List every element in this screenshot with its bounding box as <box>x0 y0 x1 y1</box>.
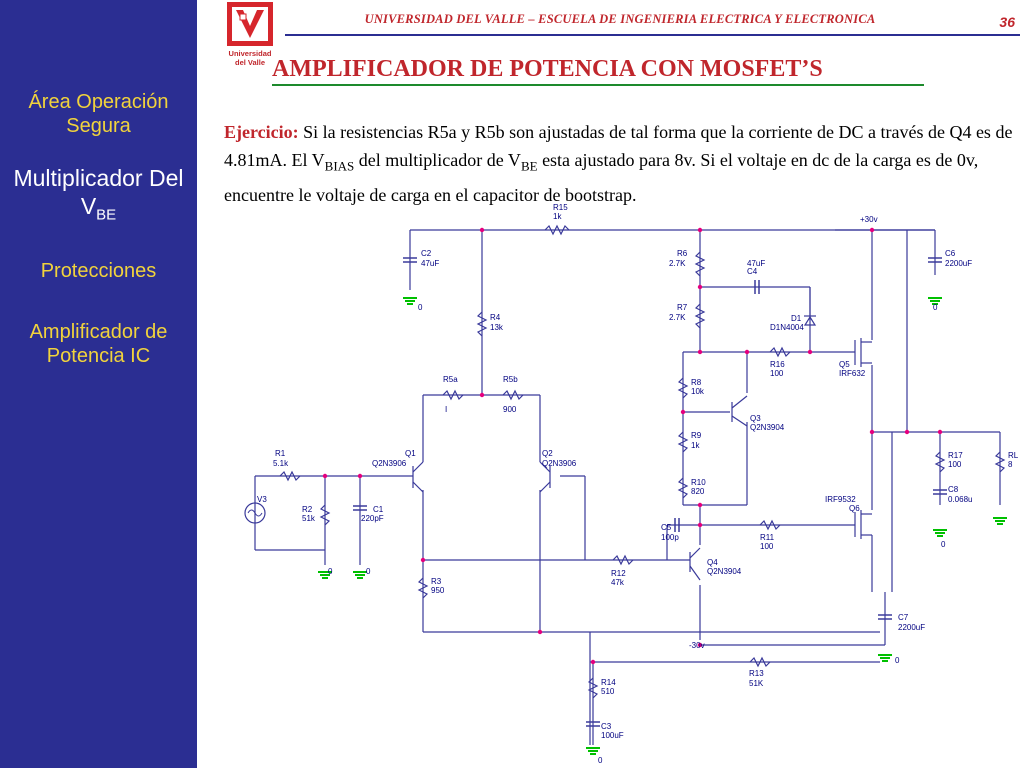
label-q6: IRF9532 Q6 <box>825 495 860 513</box>
label-c4: 47uF C4 <box>747 259 766 276</box>
problem-text-2: del multiplicador de V <box>354 150 521 170</box>
label-q3: Q3 Q2N3904 <box>750 414 785 432</box>
ground-label: 0 <box>895 656 900 665</box>
label-c6: C6 2200uF <box>945 249 973 268</box>
label-r1: R1 5.1k <box>273 449 289 468</box>
label-r5b: R5b 900 <box>503 375 518 414</box>
circuit-capacitors <box>353 258 947 726</box>
sidebar-item-label: Área Operación Segura <box>28 91 169 137</box>
label-d1: D1 D1N4004 <box>770 314 804 332</box>
svg-text:del Valle: del Valle <box>234 58 266 67</box>
sidebar <box>0 0 197 768</box>
ground-label: 0 <box>941 540 946 549</box>
ground-label: 0 <box>418 303 423 312</box>
label-r2: R2 51k <box>302 505 315 523</box>
label-r13: R13 51K <box>749 669 764 688</box>
label-vneg: -30v <box>689 641 705 650</box>
label-q4: Q4 Q2N3904 <box>707 558 742 576</box>
sidebar-item-amplificador-ic[interactable] <box>0 320 197 368</box>
problem-text-1: Si la resistencias R5a y R5b son ajustadas de tal forma que la corriente de DC a través de Q4 es de 4.81mA. El V <box>224 122 1013 170</box>
label-rl: RL 8 <box>1008 451 1019 469</box>
label-r7: R7 2.7K <box>669 303 688 322</box>
problem-statement <box>224 118 1014 209</box>
sidebar-item-subscript: BE <box>96 206 117 224</box>
label-r14: R14 510 <box>601 678 616 696</box>
label-r8: R8 10k <box>691 378 704 396</box>
circuit-junctions <box>323 228 942 664</box>
label-r5a: R5a I <box>443 375 458 414</box>
label-r9: R9 1k <box>691 431 702 450</box>
label-c8: C8 0.068u <box>948 485 973 504</box>
label-r10: R10 820 <box>691 478 706 496</box>
label-c2: C2 47uF <box>421 249 440 268</box>
circuit-wires <box>255 230 1000 745</box>
title-underline <box>272 84 924 86</box>
sidebar-item-area-operacion-segura[interactable] <box>0 90 197 138</box>
sidebar-item-protecciones[interactable] <box>0 259 197 283</box>
header-divider <box>285 34 1020 36</box>
label-q2: Q2 Q2N3906 <box>542 449 577 468</box>
sidebar-item-label: Protecciones <box>40 260 157 282</box>
label-r12: R12 47k <box>611 569 626 587</box>
label-r16: R16 100 <box>770 360 785 378</box>
problem-text-3: esta ajustado para 8v. Si el voltaje en dc de la carga es de 0v, encuentre le voltaje de carga en el capacitor de bootstrap. <box>224 150 979 205</box>
label-r4: R4 13k <box>490 313 503 332</box>
problem-subscript-bias: BIAS <box>324 158 355 174</box>
ground-label: 0 <box>366 567 371 576</box>
university-logo <box>224 0 276 70</box>
svg-text:Universidad: Universidad <box>228 49 272 58</box>
label-r17: R17 100 <box>948 451 963 469</box>
ground-label: 0 <box>933 303 938 312</box>
sidebar-item-label: Multiplicador Del V <box>13 165 184 219</box>
label-q5: Q5 IRF632 <box>839 360 866 378</box>
label-r6: R6 2.7K <box>669 249 688 268</box>
sidebar-item-multiplicador[interactable] <box>0 164 197 230</box>
label-q1: Q1 Q2N3906 <box>372 449 416 468</box>
circuit-schematic <box>235 200 1024 768</box>
sidebar-item-label: Amplificador de Potencia IC <box>29 321 168 367</box>
page-number: 36 <box>999 14 1015 30</box>
ground-label: 0 <box>328 567 333 576</box>
header-university: UNIVERSIDAD DEL VALLE – ESCUELA DE INGENIERIA ELECTRICA Y ELECTRONICA <box>364 12 876 26</box>
label-r3: R3 950 <box>431 577 445 595</box>
label-v3: V3 <box>257 495 267 504</box>
label-r15: R15 1k <box>553 203 568 221</box>
label-vpos: +30v <box>860 215 878 224</box>
problem-subscript-be: BE <box>520 158 538 174</box>
label-c3: C3 100uF <box>601 722 624 740</box>
slide-title: AMPLIFICADOR DE POTENCIA CON MOSFET’S <box>272 56 823 82</box>
label-c5: C5 100p <box>661 523 679 542</box>
label-c7: C7 2200uF <box>898 613 926 632</box>
problem-label: Ejercicio: <box>224 122 299 142</box>
ground-label: 0 <box>598 756 603 765</box>
label-c1: C1 220pF <box>361 505 384 523</box>
component-labels <box>257 203 1019 765</box>
label-r11: R11 100 <box>760 533 775 551</box>
